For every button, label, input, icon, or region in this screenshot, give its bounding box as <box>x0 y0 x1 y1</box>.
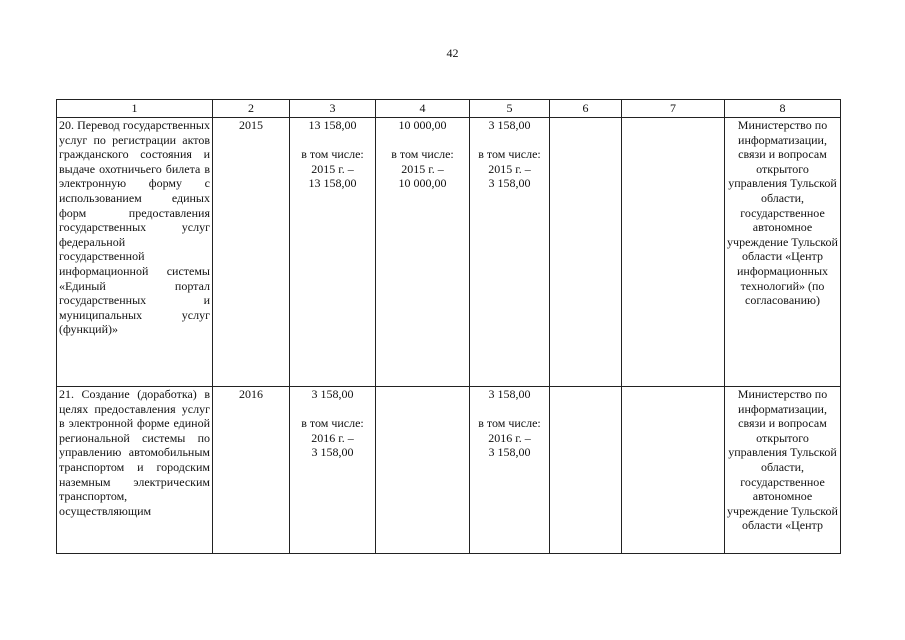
col5-total: 3 158,00 <box>488 118 531 132</box>
program-table <box>56 99 841 554</box>
row-col5 <box>470 118 550 387</box>
row-year: 2016 <box>213 387 290 554</box>
col3-total: 13 158,00 <box>308 118 357 132</box>
col5-incl: в том числе: <box>478 147 541 162</box>
row-year: 2015 <box>213 118 290 387</box>
header-cell-2: 2 <box>213 100 290 118</box>
row-organization: Министерство по информатизации, связи и вопросам открытого управления Тульской области, государственное автономное учреждение Тульской области «Центр информационных технологий» (по согласованию) <box>725 118 841 387</box>
table-row <box>57 387 841 554</box>
row-col7 <box>622 387 725 554</box>
row-col3 <box>290 387 376 554</box>
col5-year-line: 2015 г. – <box>488 161 531 176</box>
row-col4 <box>376 118 470 387</box>
row-organization: Министерство по информатизации, связи и вопросам открытого управления Тульской области, государственное автономное учреждение Тульской области «Центр <box>725 387 841 554</box>
header-cell-5: 5 <box>470 100 550 118</box>
header-cell-7: 7 <box>622 100 725 118</box>
row-description: 21. Создание (доработка) в целях предоставления услуг в электронной форме единой региональной системы по управлению автомобильным транспортом и городским наземным электрическим транспортом, осуществляющим <box>57 387 213 554</box>
header-cell-3: 3 <box>290 100 376 118</box>
col3-total: 3 158,00 <box>311 387 354 401</box>
header-cell-8: 8 <box>725 100 841 118</box>
row-col4 <box>376 387 470 554</box>
header-cell-6: 6 <box>550 100 622 118</box>
row-col6 <box>550 118 622 387</box>
row-col5 <box>470 387 550 554</box>
col3-year-line: 2015 г. – <box>311 161 354 176</box>
col5-total: 3 158,00 <box>488 387 531 401</box>
table-row <box>57 118 841 387</box>
col5-year-line: 2016 г. – <box>488 430 531 445</box>
col5-amount: 3 158,00 <box>488 176 531 191</box>
col5-incl: в том числе: <box>478 416 541 431</box>
col3-incl: в том числе: <box>301 147 364 162</box>
col3-incl: в том числе: <box>301 416 364 431</box>
col3-amount: 13 158,00 <box>308 176 357 191</box>
col4-amount: 10 000,00 <box>398 176 447 191</box>
col4-year-line: 2015 г. – <box>401 161 444 176</box>
header-row <box>57 100 841 118</box>
row-col7 <box>622 118 725 387</box>
row-col3 <box>290 118 376 387</box>
col5-amount: 3 158,00 <box>488 445 531 460</box>
col4-total: 10 000,00 <box>398 118 447 132</box>
col3-amount: 3 158,00 <box>311 445 354 460</box>
col3-year-line: 2016 г. – <box>311 430 354 445</box>
row-col6 <box>550 387 622 554</box>
row-description: 20. Перевод государственных услуг по регистрации актов гражданского состояния и выдаче охотничьего билета в электронную форму с использованием единых форм предоставления государственных услуг федеральной государственной информационной системы «Единый портал государственных и муниципальных услуг (функций)» <box>57 118 213 387</box>
header-cell-1: 1 <box>57 100 213 118</box>
page-number: 42 <box>446 46 459 60</box>
header-cell-4: 4 <box>376 100 470 118</box>
col4-incl: в том числе: <box>391 147 454 162</box>
